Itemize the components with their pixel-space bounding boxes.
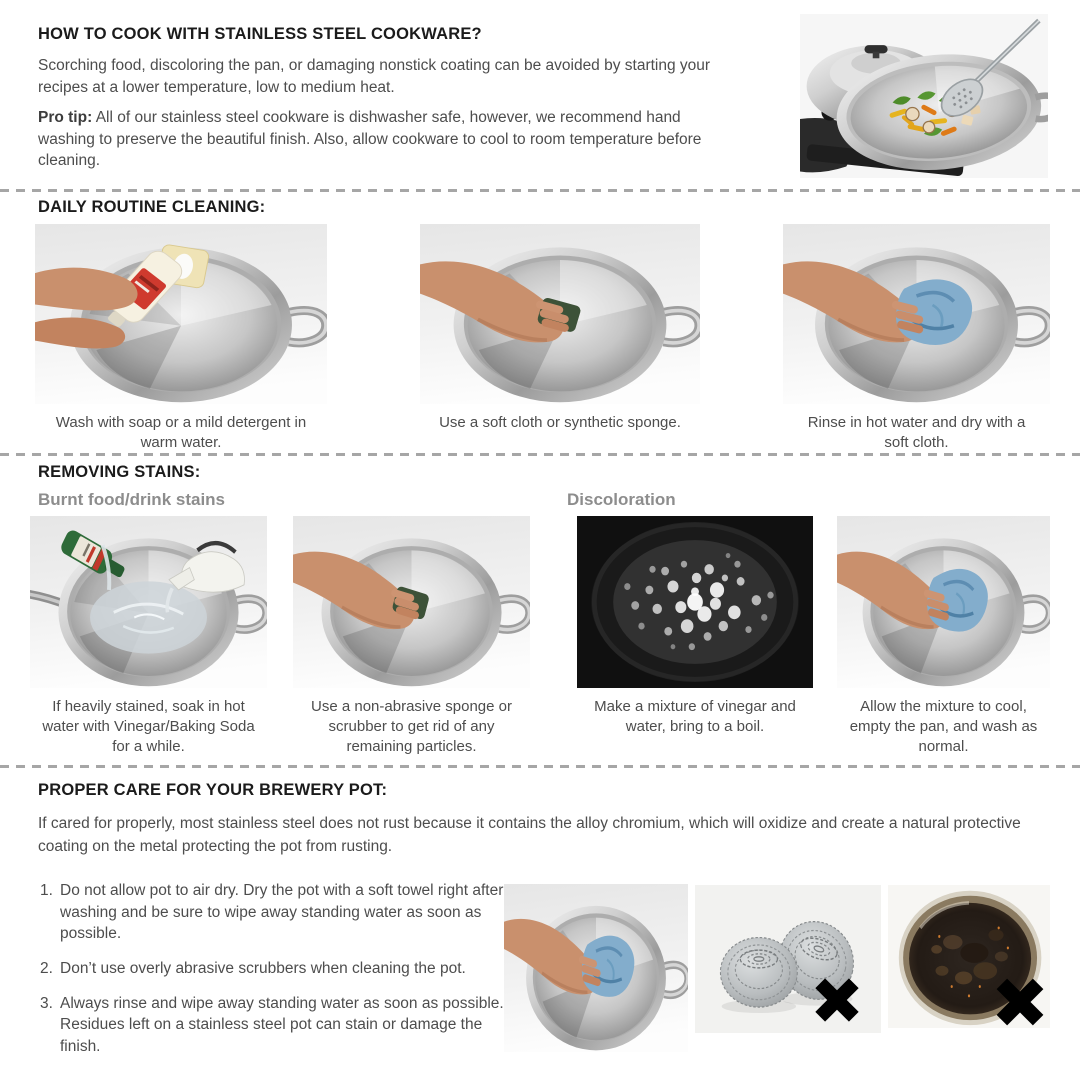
care-list-item <box>40 880 512 945</box>
list-number: 2. <box>40 960 53 978</box>
list-number: 1. <box>40 882 53 899</box>
pan-wipe-photo <box>837 516 1050 688</box>
section-stains-heading: REMOVING STAINS: <box>38 463 201 481</box>
cook-paragraph: Scorching food, discoloring the pan, or damaging nonstick coating can be avoided by starting your recipes at a lower temperature, low to medium heat. <box>38 57 711 96</box>
pro-tip-paragraph <box>38 107 713 172</box>
daily-step-figure <box>35 224 327 453</box>
pan-sponge-photo <box>420 224 700 404</box>
pan-scrubber-photo <box>293 516 530 688</box>
list-text: Don’t use overly abrasive scrubbers when cleaning the pot. <box>60 960 466 978</box>
dashed-divider <box>0 189 1080 192</box>
stain-step-figure <box>837 516 1050 756</box>
daily-step-figure <box>783 224 1050 453</box>
boiling-water-photo <box>577 516 813 688</box>
stain-step-caption: Use a non-abrasive sponge or scrubber to get rid of any remaining particles. <box>311 698 512 755</box>
stain-step-figure <box>577 516 813 737</box>
stain-step-caption: If heavily stained, soak in hot water with Vinegar/Baking Soda for a while. <box>42 698 255 755</box>
daily-step-caption: Use a soft cloth or synthetic sponge. <box>439 414 681 431</box>
subheading-discoloration: Discoloration <box>567 490 676 509</box>
section-cook-heading: HOW TO COOK WITH STAINLESS STEEL COOKWARE? <box>38 25 482 43</box>
x-icon <box>993 975 1047 1029</box>
list-text: Do not allow pot to air dry. Dry the pot with a soft towel right after washing and be sure to wipe away standing water as soon as possible. <box>60 882 504 943</box>
pan-detergent-photo <box>35 224 327 404</box>
stain-step-caption: Allow the mixture to cool, empty the pan, and wash as normal. <box>849 698 1038 755</box>
care-paragraph: If cared for properly, most stainless steel does not rust because it contains the alloy chromium, which will oxidize and create a natural protective coating on the metal protecting the pot from rusting. <box>38 815 1021 855</box>
stain-step-figure <box>30 516 267 756</box>
list-number: 3. <box>40 994 53 1012</box>
care-list <box>40 880 512 1071</box>
daily-step-caption: Wash with soap or a mild detergent in warm water. <box>55 414 307 451</box>
dashed-divider <box>0 453 1080 456</box>
section-care-heading: PROPER CARE FOR YOUR BREWERY POT: <box>38 781 388 799</box>
pan-cloth-photo <box>783 224 1050 404</box>
wok-stirfry-photo <box>800 14 1048 178</box>
care-list-item <box>40 993 512 1058</box>
x-icon <box>812 975 862 1025</box>
pro-tip-text: All of our stainless steel cookware is dishwasher safe, however, we recommend hand washing to preserve the beautiful finish. Also, allow cookware to cool to room temperature before cleaning. <box>38 109 702 170</box>
pro-tip-label: Pro tip: <box>38 109 93 126</box>
dashed-divider <box>0 765 1080 768</box>
section-daily-heading: DAILY ROUTINE CLEANING: <box>38 198 266 216</box>
list-text: Always rinse and wipe away standing water as soon as possible. Residues left on a stainless steel pot can stain or damage the finish. <box>60 994 504 1056</box>
daily-step-caption: Rinse in hot water and dry with a soft cloth. <box>807 414 1026 451</box>
subheading-burnt-stains: Burnt food/drink stains <box>38 490 225 509</box>
pan-dry-towel-photo <box>504 884 688 1052</box>
stain-step-caption: Make a mixture of vinegar and water, bring to a boil. <box>594 698 796 735</box>
stain-step-figure <box>293 516 530 756</box>
daily-step-figure <box>420 224 700 433</box>
care-list-item <box>40 958 512 980</box>
pan-vinegar-pour-photo <box>30 516 267 688</box>
